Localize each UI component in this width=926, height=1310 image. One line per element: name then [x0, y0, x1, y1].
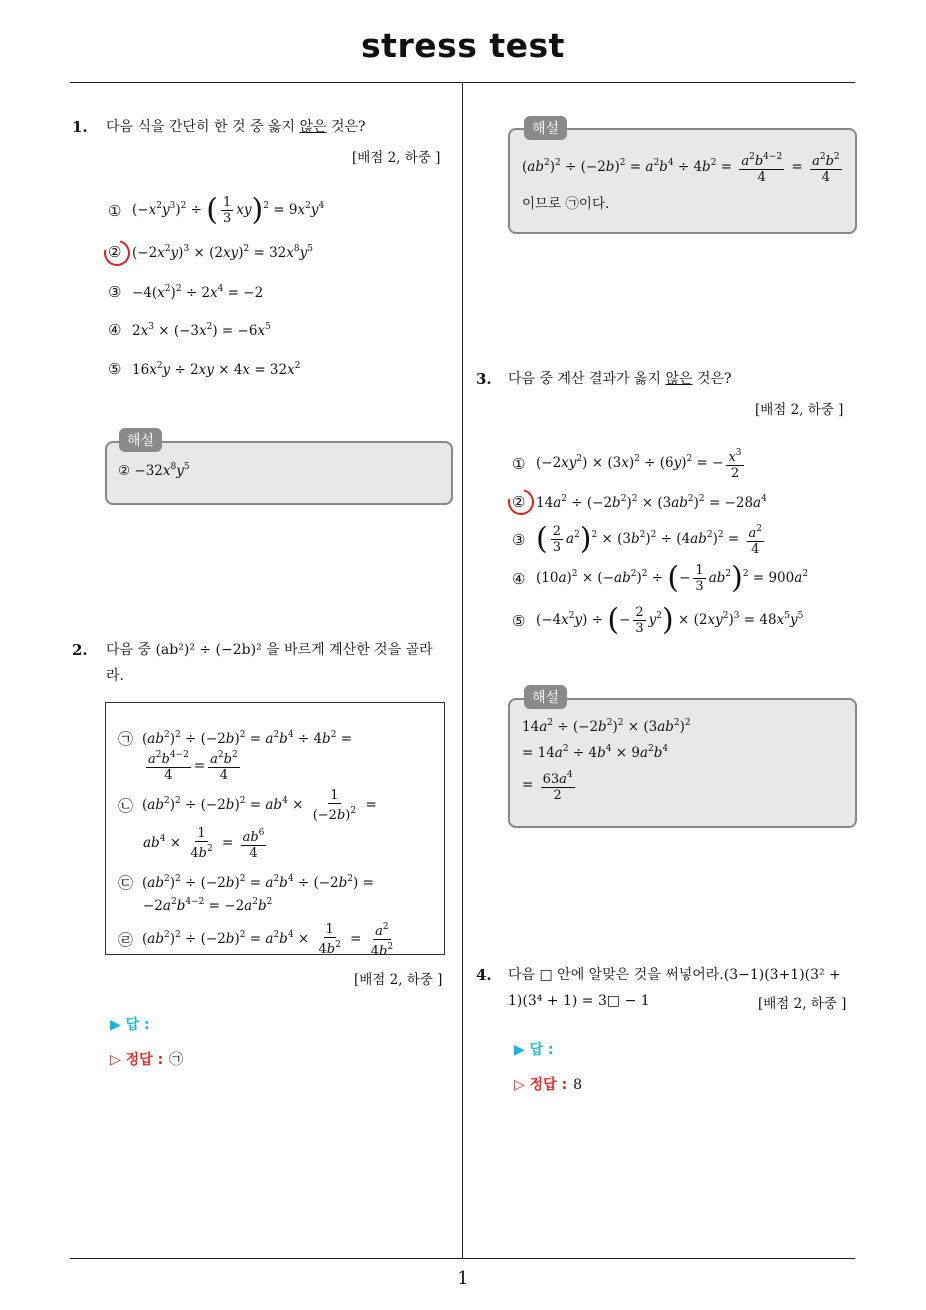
q2-correct-answer: ▷ 정답 : ㉠: [110, 1052, 184, 1068]
q2-item-4[interactable]: ㉣ $(ab^2)^2 \div (-2b)^2 = a^2b^4$ × $\frac{1}{4b^2}$ = $\frac{a^2}{4b^2}$: [118, 922, 394, 959]
q1-text: 다음 식을 간단히 한 것 중 옳지 않은 것은?: [106, 119, 366, 135]
bottom-rule: [70, 1258, 855, 1259]
q2-solution-tag: 해설: [524, 116, 567, 140]
q1-number: 1.: [72, 118, 88, 136]
q3-number: 3.: [476, 370, 492, 388]
page-number: 1: [457, 1268, 469, 1289]
q2-score: [배점 2, 하중 ]: [354, 972, 443, 988]
q2-item-1-line2: $\frac{a^2b^{4-2}}{4}$ = $\frac{a^2b^2}{4}$: [148, 750, 238, 783]
q1-choice-1[interactable]: ① $(-x^2y^3)^2$ ÷ ( $\frac{1}{3}$ $xy)^2 = 9x^2y^4$: [108, 192, 325, 228]
q2-answer-label: ▶ 답 :: [110, 1017, 150, 1033]
q3-choice-5[interactable]: ⑤ $(-4x^2y)$ ÷ (− $\frac{2}{3}$ $y^2) \times (2xy^2)^3 = 48x^5y^5$: [512, 602, 804, 638]
q2-item-1-line1[interactable]: ㉠ $(ab^2)^2 \div (-2b)^2 = a^2b^4 \div 4b^2$ =: [118, 730, 353, 748]
q4-score: [배점 2, 하중 ]: [758, 996, 847, 1012]
q2-item-2-line2: $ab^4$ × $\frac{1}{4b^2}$ = $\frac{ab^6}{4}$: [143, 826, 265, 861]
q2-text-line2: 라.: [106, 668, 124, 684]
q2-item-3-line1[interactable]: ㉢ $(ab^2)^2 \div (-2b)^2 = a^2b^4 \div (-2b^2)$ =: [118, 874, 374, 892]
q1-choice-5[interactable]: ⑤ $16x^2y \div 2xy \times 4x = 32x^2$: [108, 360, 301, 378]
q3-choice-1[interactable]: ① $(-2xy^2) \times (3x)^2 \div (6y)^2$ = − $\frac{x^3}{2}$: [512, 448, 742, 481]
q1-score: [배점 2, 하중 ]: [352, 150, 441, 166]
q2-item-2-line1[interactable]: ㉡ $(ab^2)^2 \div (-2b)^2 = ab^4$ × $\frac{1}{(-2b)^2}$ =: [118, 788, 377, 823]
document-title: stress test: [361, 26, 565, 65]
q3-solution-line1: $14a^2 \div (-2b^2)^2 \times (3ab^2)^2$: [522, 718, 691, 735]
q3-choice-4[interactable]: ④ $(10a)^2 \times (-ab^2)^2$ ÷ (− $\frac{1}{3}$ $ab^2)^2 = 900a^2$: [512, 560, 809, 596]
q3-choice-3[interactable]: ③ ( $\frac{2}{3}$ $a^2)^2 \times (3b^2)^2 \div (4ab^2)^2$ = $\frac{a^2}{4}$: [512, 521, 763, 557]
q3-score: [배점 2, 하중 ]: [755, 402, 844, 418]
q1-choice-4[interactable]: ④ $2x^3 \times (-3x^2) = -6x^5$: [108, 321, 271, 339]
q1-selected-mark: [99, 235, 135, 271]
q2-text-line1: 다음 중 (ab²)² ÷ (−2b)² 을 바르게 계산한 것을 골라: [106, 642, 433, 658]
q4-answer-label: ▶ 답 :: [514, 1042, 554, 1058]
q4-correct-answer: ▷ 정답 : 8: [514, 1077, 583, 1093]
q3-solution-line2: = $14a^2 \div 4b^4 \times 9a^2b^4$: [522, 744, 669, 761]
q4-text-line1: 다음 □ 안에 알맞은 것을 써넣어라.(3−1)(3+1)(3² +: [508, 967, 841, 983]
q3-choice-2[interactable]: ② $14a^2 \div (-2b^2)^2 \times (3ab^2)^2 = -28a^4$: [512, 493, 767, 511]
q4-number: 4.: [476, 966, 492, 984]
q1-solution-tag: 해설: [119, 428, 162, 452]
q3-text: 다음 중 계산 결과가 옳지 않은 것은?: [508, 371, 732, 387]
q3-solution-line3: = $\frac{63a^4}{2}$: [522, 770, 573, 803]
q2-item-3-line2: $-2a^2b^{4-2} = -2a^2b^2$: [143, 897, 273, 914]
q1-choice-3[interactable]: ③ $-4(x^2)^2 \div 2x^4 = -2$: [108, 283, 264, 301]
q2-solution-equation: $(ab^2)^2 \div (-2b)^2 = a^2b^4 \div 4b^2$ = $\frac{a^2b^{4-2}}{4}$ = $\frac{a^2b^2}{4}$: [522, 152, 840, 185]
q4-text-line2: 1)(3⁴ + 1) = 3□ − 1: [508, 993, 650, 1009]
q1-solution-answer: ② $-32x^8y^5$: [118, 462, 190, 479]
q2-solution-conclusion: 이므로 ㉠이다.: [522, 196, 610, 212]
q2-number: 2.: [72, 641, 88, 659]
q3-solution-tag: 해설: [524, 685, 567, 709]
q3-selected-mark: [503, 484, 539, 520]
q1-choice-2[interactable]: ② $(-2x^2y)^3 \times (2xy)^2 = 32x^8y^5$: [108, 243, 314, 261]
column-divider: [462, 83, 463, 1258]
